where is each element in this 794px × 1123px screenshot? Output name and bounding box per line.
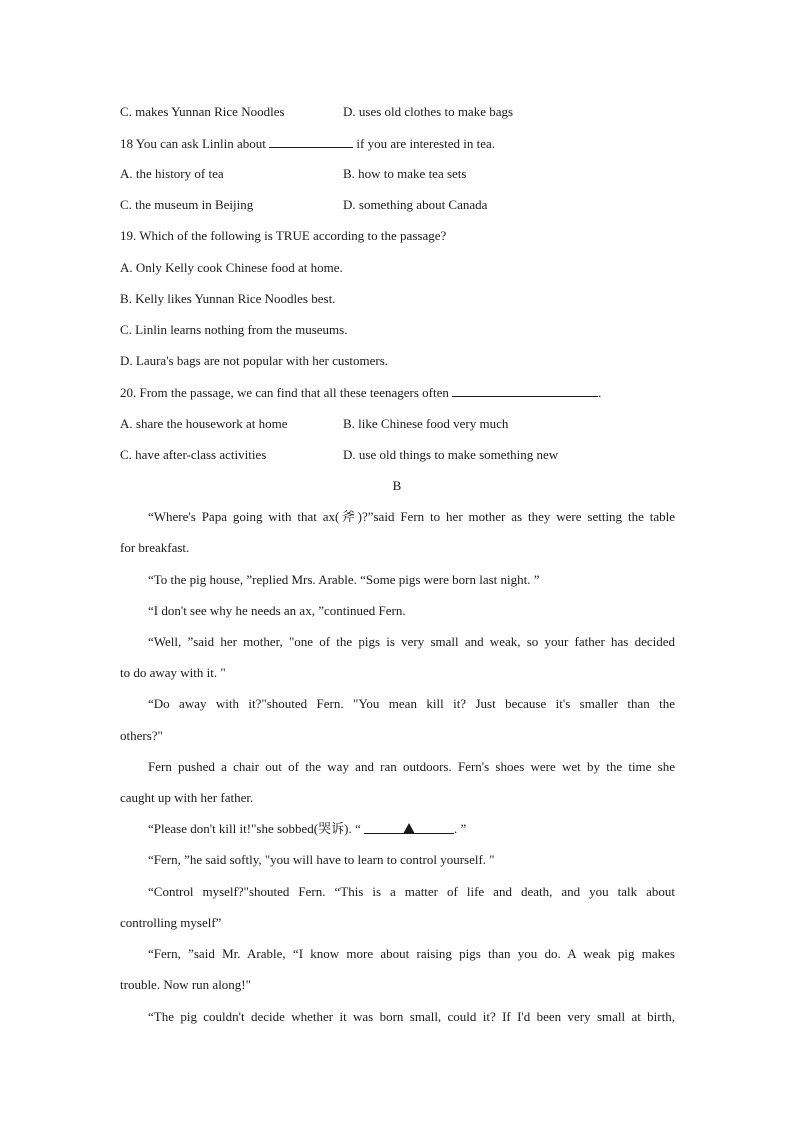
passage-p3: “I don't see why he needs an ax, ”continued Fern. bbox=[148, 603, 406, 618]
passage-p4-line2: to do away with it. " bbox=[120, 665, 226, 680]
section-b-heading: B bbox=[392, 478, 402, 493]
q18-option-c: C. the museum in Beijing bbox=[120, 197, 254, 212]
q18-option-d: D. something about Canada bbox=[343, 197, 488, 212]
q20-blank bbox=[452, 384, 598, 397]
passage-p7-blank bbox=[364, 821, 454, 834]
passage-p11-line1: “The pig couldn't decide whether it was born small, could it? If I'd been very small at birth, bbox=[148, 1009, 675, 1024]
q20-stem-after: . bbox=[598, 385, 602, 400]
passage-p5-line2: others?" bbox=[120, 728, 163, 743]
q19-option-b: B. Kelly likes Yunnan Rice Noodles best. bbox=[120, 291, 336, 306]
passage-p7-after: . ” bbox=[453, 821, 467, 836]
q17-option-c: C. makes Yunnan Rice Noodles bbox=[120, 104, 285, 119]
passage-p7-before: “Please don't kill it!"she sobbed(哭诉). “ bbox=[148, 821, 361, 836]
passage-p6-line1: Fern pushed a chair out of the way and ran outdoors. Fern's shoes were wet by the time she bbox=[148, 759, 675, 774]
q20-stem-before: 20. From the passage, we can find that all these teenagers often bbox=[120, 385, 449, 400]
q18-stem-before: 18 You can ask Linlin about bbox=[120, 136, 266, 151]
passage-p10-line2: trouble. Now run along!" bbox=[120, 977, 251, 992]
q18-blank bbox=[269, 135, 353, 148]
passage-p5-line1: “Do away with it?"shouted Fern. "You mean kill it? Just because it's smaller than the bbox=[148, 696, 675, 711]
q19-option-c: C. Linlin learns nothing from the museums. bbox=[120, 322, 348, 337]
triangle-marker-icon bbox=[403, 823, 415, 834]
q19-stem: 19. Which of the following is TRUE according to the passage? bbox=[120, 228, 447, 243]
q20-option-d: D. use old things to make something new bbox=[343, 447, 559, 462]
passage-p8: “Fern, ”he said softly, "you will have to learn to control yourself. " bbox=[148, 852, 495, 867]
q17-option-d: D. uses old clothes to make bags bbox=[343, 104, 514, 119]
passage-p7 bbox=[148, 821, 466, 837]
q19-option-a: A. Only Kelly cook Chinese food at home. bbox=[120, 260, 343, 275]
q20-option-b: B. like Chinese food very much bbox=[343, 416, 509, 431]
passage-p2: “To the pig house, ”replied Mrs. Arable. “Some pigs were born last night. ” bbox=[148, 572, 540, 587]
q18-option-b: B. how to make tea sets bbox=[343, 166, 467, 181]
q19-option-d: D. Laura's bags are not popular with her customers. bbox=[120, 353, 389, 368]
passage-p9-line1: “Control myself?"shouted Fern. “This is a matter of life and death, and you talk about bbox=[148, 884, 675, 899]
passage-p10-line1: “Fern, ”said Mr. Arable, “I know more about raising pigs than you do. A weak pig makes bbox=[148, 946, 675, 961]
q20-stem bbox=[120, 384, 601, 401]
q18-option-a: A. the history of tea bbox=[120, 166, 224, 181]
passage-p6-line2: caught up with her father. bbox=[120, 790, 254, 805]
q18-stem-after: if you are interested in tea. bbox=[356, 136, 495, 151]
q20-option-c: C. have after-class activities bbox=[120, 447, 267, 462]
q18-stem bbox=[120, 135, 495, 152]
passage-p9-line2: controlling myself” bbox=[120, 915, 222, 930]
q20-option-a: A. share the housework at home bbox=[120, 416, 288, 431]
passage-p1-line1: “Where's Papa going with that ax(斧)?”said Fern to her mother as they were setting the table bbox=[148, 509, 675, 524]
passage-p4-line1: “Well, ”said her mother, "one of the pigs is very small and weak, so your father has decided bbox=[148, 634, 675, 649]
passage-p1-line2: for breakfast. bbox=[120, 540, 190, 555]
